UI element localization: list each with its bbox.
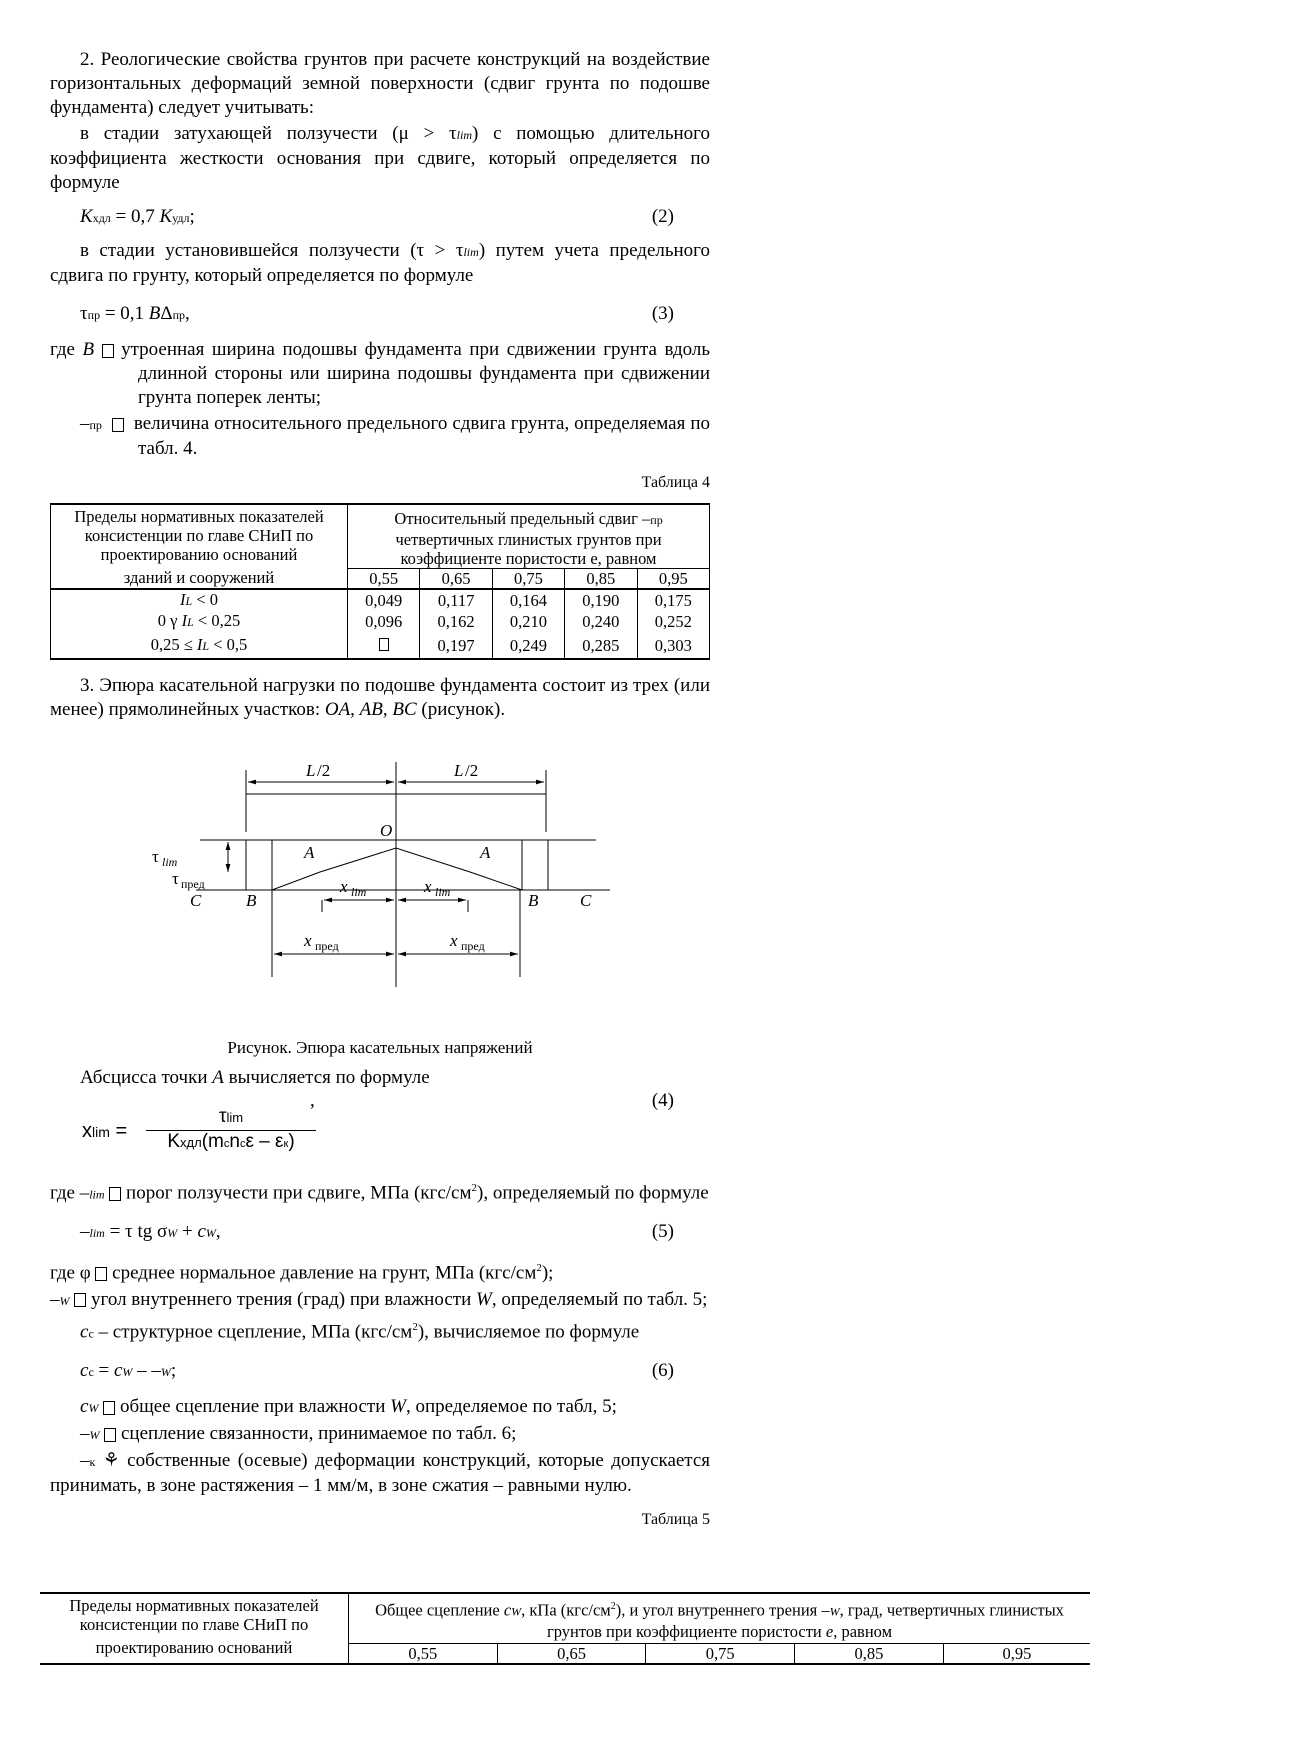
- formula-number: (2): [651, 206, 674, 227]
- table-4-col: 0,75: [492, 569, 564, 590]
- paragraph-stage-2: в стадии установившейся ползучести (τ > τlim) путем учета предельного сдвига по грунту, который определяется по формуле: [50, 240, 711, 286]
- figure-caption: Рисунок. Эпюра касательных напряжений: [227, 1038, 533, 1057]
- table-cell: 0,197: [420, 632, 492, 659]
- table-cell: 0,252: [654, 612, 692, 631]
- table-cell: 0,164: [492, 589, 564, 611]
- table-cell: 0,240: [565, 611, 637, 632]
- table-5-col: 0,55: [349, 1643, 498, 1664]
- table-4-col: 0,65: [420, 569, 492, 590]
- formula-4: , (4) xlim = τlim Kхдл(mcncε – εк): [82, 1090, 674, 1152]
- table-cell: 0,285: [565, 632, 637, 659]
- where-b: где B утроенная ширина подошвы фундамента при сдвижении грунта вдоль длинной стороны или ширина подошвы фундамента при сдвижении грунта поперек ленты;: [50, 339, 711, 408]
- where-delta: –пр величина относительного предельного сдвига грунта, определяемая по табл. 4.: [80, 413, 711, 459]
- label-a-right: A: [480, 843, 491, 862]
- label-b-right: B: [528, 891, 539, 910]
- formula-number: (5): [651, 1221, 674, 1243]
- where-cc: cc – структурное сцепление, МПа $(кгс/см^2)$, вычисляемое по формуле: [80, 1320, 640, 1342]
- formula-number: (3): [651, 303, 674, 324]
- table-4-caption: Таблица 4: [641, 474, 710, 491]
- paragraph-item-2: 2. Реологические свойства грунтов при расчете конструкций на воздействие горизонтальных деформаций земной поверхности (сдвиг грунта по подошве фундамента) следует учитывать:: [50, 49, 710, 118]
- svg-text:/2: /2: [317, 761, 331, 780]
- svg-text:lim: lim: [435, 885, 451, 899]
- label-b-left: B: [246, 891, 257, 910]
- paragraph-abscissa: Абсцисса точки A вычисляется по формуле: [80, 1067, 430, 1088]
- table-4-col: 0,85: [565, 569, 637, 590]
- table-4-head-left: Пределы нормативных показателей консистенции по главе СНиП по проектированию оснований зданий и сооружений: [51, 504, 348, 589]
- svg-text:lim: lim: [351, 885, 367, 899]
- footing-right: [522, 840, 548, 890]
- document-page: [50, 48, 710, 1538]
- label-tau-lim: τ: [152, 847, 159, 866]
- label-a-left: A: [304, 843, 315, 862]
- table-5-col: 0,65: [497, 1643, 646, 1664]
- svg-text:пред: пред: [181, 877, 205, 891]
- formula-3: τпр = 0,1 BΔпр, (3): [80, 303, 674, 324]
- table-cell: 0,117: [420, 589, 492, 611]
- table-cell: 0,096: [348, 611, 420, 632]
- label-tau-pred: τ: [172, 869, 179, 888]
- label-c-left: C: [190, 891, 202, 910]
- where-lim: где –lim порог ползучести при сдвиге, МПа $(кгс/см^2)$, определяемый по формуле: [50, 1182, 709, 1204]
- table-4-row-label: IL < 0: [51, 589, 348, 611]
- formula-6: cc = cW – –W; (6): [80, 1359, 674, 1381]
- where-cw: cW общее сцепление при влажности W, определяемое по табл, 5;: [80, 1395, 617, 1417]
- svg-text:lim: lim: [162, 855, 178, 869]
- table-cell: 0,049: [348, 589, 420, 611]
- table-5-col: 0,95: [943, 1643, 1090, 1664]
- label-xpred-right: x: [450, 931, 458, 950]
- table-row: [51, 589, 710, 611]
- svg-text:/2: /2: [465, 761, 479, 780]
- where-phi-w: –W угол внутреннего трения (град) при влажности W, определяемый по табл. 5;: [50, 1288, 708, 1310]
- label-xpred-left: x: [304, 931, 312, 950]
- where-k: –к ⚘ собственные (осевые) деформации конструкций, которые допускается принимать, в зоне растяжения – 1 мм/м, в зоне сжатия – равными нулю.: [50, 1449, 711, 1496]
- label-c-right: C: [580, 891, 592, 910]
- formula-number: (6): [651, 1359, 674, 1381]
- table-5-caption: Таблица 5: [641, 1510, 710, 1528]
- table-cell: 0,162: [420, 611, 492, 632]
- svg-text:пред: пред: [315, 939, 339, 953]
- table-row: [51, 611, 710, 632]
- where-sw: –W сцепление связанности, принимаемое по табл. 6;: [80, 1422, 517, 1444]
- table-5-col: 0,85: [795, 1643, 944, 1664]
- formula-number: (4): [651, 1090, 674, 1111]
- table-5-head-left: Пределы нормативных показателей консистенции по главе СНиП по проектированию оснований: [40, 1593, 349, 1664]
- table-5: [40, 1592, 1090, 1665]
- table-cell-empty: [348, 632, 420, 659]
- table-cell: 0,210: [492, 611, 564, 632]
- svg-text:пред: пред: [461, 939, 485, 953]
- table-4-row-label: 0 γ IL < 0,25: [51, 611, 348, 632]
- table-5-head-right: Общее сцепление cW, кПа $(кгс/см^2)$, и угол внутреннего трения –W, град, четвертичных глинистых грунтов при коэффициенте пористости e, равном: [375, 1600, 1064, 1641]
- table-4-col: 0,55: [348, 569, 420, 590]
- table-4-head-right: Относительный предельный сдвиг –пр четвертичных глинистых грунтов при коэффициенте пористости e, равном: [394, 509, 663, 568]
- table-cell: 0,249: [492, 632, 564, 659]
- table-5-col: 0,75: [646, 1643, 795, 1664]
- formula-5: –lim = τ tg σW + cW, (5): [80, 1221, 674, 1243]
- table-cell: 0,303: [654, 635, 692, 655]
- formula-2: Kхдл = 0,7 Kудл; (2): [80, 206, 674, 227]
- table-cell: 0,175: [654, 591, 692, 610]
- table-4-row-label: 0,25 ≤ IL < 0,5: [51, 632, 348, 659]
- label-o: O: [380, 821, 393, 840]
- label-l-half: L: [454, 761, 464, 780]
- table-4: [50, 503, 710, 660]
- table-row: [51, 632, 710, 659]
- paragraph-item-3: 3. Эпюра касательной нагрузки по подошве фундамента состоит из трех (или менее) прямолинейных участков: OA, AB, BC (рисунок).: [50, 675, 710, 720]
- footing-left: [246, 840, 272, 890]
- label-xlim-left: x: [340, 877, 348, 896]
- paragraph-stage-1: в стадии затухающей ползучести (μ > τlim) с помощью длительного коэффициента жесткости основания при сдвиге, который определяется по формуле: [50, 123, 710, 193]
- where-phi: где φ среднее нормальное давление на грунт, МПа $(кгс/см^2)$;: [50, 1262, 554, 1284]
- label-xlim-right: x: [424, 877, 432, 896]
- shear-stress-diagram: [50, 732, 710, 1032]
- label-l-half: L: [306, 761, 316, 780]
- table-4-col: 0,95: [637, 569, 709, 590]
- table-cell: 0,190: [565, 589, 637, 611]
